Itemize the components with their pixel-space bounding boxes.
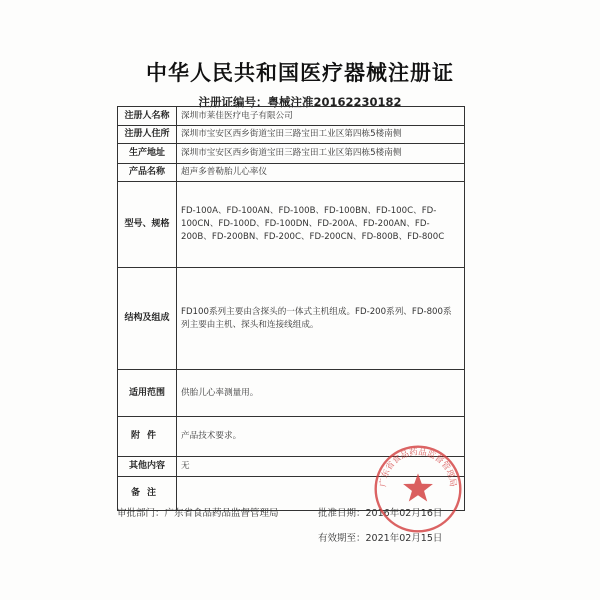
field-label: 注册人住所	[118, 126, 177, 144]
field-label: 其他内容	[118, 457, 177, 477]
field-label: 产品名称	[118, 164, 177, 182]
field-label: 附件	[118, 417, 177, 457]
field-value: 供胎儿心率测量用。	[177, 370, 465, 417]
official-seal-icon	[372, 443, 464, 535]
field-label: 备注	[118, 477, 177, 511]
field-label: 结构及组成	[118, 268, 177, 370]
seal-star-icon	[403, 473, 433, 501]
registration-number: 粤械注准20162230182	[267, 95, 402, 109]
approval-dept: 广东省食品药品监督管理局	[164, 508, 279, 519]
table-row	[118, 268, 465, 370]
field-value: FD-100A、FD-100AN、FD-100B、FD-100BN、FD-100C、FD-100CN、FD-100D、FD-100DN、FD-200A、FD-200AN、FD-200B、FD-200BN、FD-200C、FD-200CN、FD-800B、FD-800C	[177, 182, 465, 268]
table-row	[118, 144, 465, 164]
approval-date: 2016年02月16日	[365, 508, 443, 519]
approval-date-label: 批准日期：	[318, 508, 366, 519]
document-title: 中华人民共和国医疗器械注册证	[146, 61, 454, 85]
field-value: 深圳市莱佳医疗电子有限公司	[177, 107, 465, 126]
field-value: 深圳市宝安区西乡街道宝田三路宝田工业区第四栋5楼南侧	[177, 144, 465, 164]
table-row	[118, 164, 465, 182]
table-row	[118, 126, 465, 144]
approval-dept-label: 审批部门：	[117, 508, 165, 519]
valid-until-label: 有效期至：	[318, 533, 366, 544]
approval-dept-line	[117, 505, 279, 519]
field-value: 超声多普勒胎儿心率仪	[177, 164, 465, 182]
valid-until: 2021年02月15日	[365, 533, 443, 544]
field-label: 适用范围	[118, 370, 177, 417]
table-row	[118, 370, 465, 417]
table-row	[118, 107, 465, 126]
seal-text: 广东省食品药品监督管理局	[377, 446, 459, 488]
field-value: FD100系列主要由含探头的一体式主机组成。FD-200系列、FD-800系列主要由主机、探头和连接线组成。	[177, 268, 465, 370]
registration-number-label: 注册证编号：	[198, 95, 268, 109]
field-label: 型号、规格	[118, 182, 177, 268]
field-value: 深圳市宝安区西乡街道宝田三路宝田工业区第四栋5楼南侧	[177, 126, 465, 144]
field-value: 产品技术要求。	[177, 417, 465, 457]
field-value: 无	[177, 457, 465, 477]
field-label: 生产地址	[118, 144, 177, 164]
table-row	[118, 182, 465, 268]
field-label: 注册人名称	[118, 107, 177, 126]
